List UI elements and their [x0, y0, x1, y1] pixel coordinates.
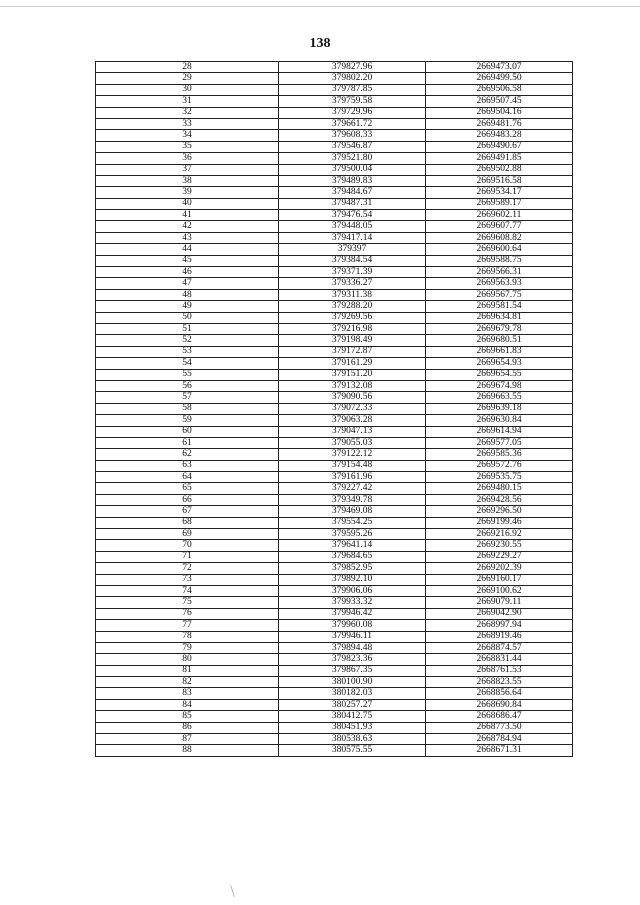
x-coordinate-cell: 379852.95 [279, 563, 426, 574]
y-coordinate-cell: 2669634.81 [426, 312, 573, 323]
y-coordinate-cell: 2669483.28 [426, 130, 573, 141]
point-number-cell: 49 [96, 301, 279, 312]
y-coordinate-cell: 2669600.64 [426, 244, 573, 255]
x-coordinate-cell: 379047.13 [279, 426, 426, 437]
point-number-cell: 87 [96, 734, 279, 745]
table-row [96, 403, 573, 414]
y-coordinate-cell: 2669230.55 [426, 540, 573, 551]
point-number-cell: 83 [96, 688, 279, 699]
point-number-cell: 28 [96, 62, 279, 73]
top-scan-rule [0, 6, 640, 7]
y-coordinate-cell: 2669535.75 [426, 472, 573, 483]
point-number-cell: 84 [96, 699, 279, 710]
x-coordinate-cell: 380575.55 [279, 745, 426, 756]
table-row [96, 312, 573, 323]
y-coordinate-cell: 2669481.76 [426, 118, 573, 129]
y-coordinate-cell: 2669506.58 [426, 84, 573, 95]
x-coordinate-cell: 379933.32 [279, 597, 426, 608]
x-coordinate-cell: 379476.54 [279, 210, 426, 221]
table-row [96, 96, 573, 107]
point-number-cell: 34 [96, 130, 279, 141]
table-row [96, 472, 573, 483]
table-row [96, 460, 573, 471]
x-coordinate-cell: 379554.25 [279, 517, 426, 528]
y-coordinate-cell: 2669589.17 [426, 198, 573, 209]
point-number-cell: 85 [96, 711, 279, 722]
x-coordinate-cell: 379827.96 [279, 62, 426, 73]
point-number-cell: 75 [96, 597, 279, 608]
x-coordinate-cell: 379759.58 [279, 96, 426, 107]
y-coordinate-cell: 2669566.31 [426, 267, 573, 278]
point-number-cell: 73 [96, 574, 279, 585]
y-coordinate-cell: 2669661.83 [426, 346, 573, 357]
x-coordinate-cell: 379469.08 [279, 506, 426, 517]
table-row [96, 141, 573, 152]
x-coordinate-cell: 380257.27 [279, 699, 426, 710]
point-number-cell: 35 [96, 141, 279, 152]
point-number-cell: 42 [96, 221, 279, 232]
table-row [96, 221, 573, 232]
table-row [96, 301, 573, 312]
table-row [96, 722, 573, 733]
y-coordinate-cell: 2668773.50 [426, 722, 573, 733]
x-coordinate-cell: 379894.48 [279, 642, 426, 653]
x-coordinate-cell: 379787.85 [279, 84, 426, 95]
table-row [96, 677, 573, 688]
table-row [96, 62, 573, 73]
y-coordinate-cell: 2669216.92 [426, 529, 573, 540]
point-number-cell: 69 [96, 529, 279, 540]
x-coordinate-cell: 379448.05 [279, 221, 426, 232]
x-coordinate-cell: 379336.27 [279, 278, 426, 289]
table-row [96, 642, 573, 653]
y-coordinate-cell: 2668823.55 [426, 677, 573, 688]
x-coordinate-cell: 379063.28 [279, 415, 426, 426]
table-row [96, 711, 573, 722]
y-coordinate-cell: 2669563.93 [426, 278, 573, 289]
x-coordinate-cell: 379417.14 [279, 232, 426, 243]
point-number-cell: 76 [96, 608, 279, 619]
point-number-cell: 63 [96, 460, 279, 471]
point-number-cell: 53 [96, 346, 279, 357]
table-row [96, 118, 573, 129]
point-number-cell: 80 [96, 654, 279, 665]
point-number-cell: 65 [96, 483, 279, 494]
x-coordinate-cell: 379161.29 [279, 358, 426, 369]
table-row [96, 369, 573, 380]
point-number-cell: 72 [96, 563, 279, 574]
table-row [96, 415, 573, 426]
x-coordinate-cell: 379132.08 [279, 380, 426, 391]
y-coordinate-cell: 2668761.53 [426, 665, 573, 676]
point-number-cell: 70 [96, 540, 279, 551]
point-number-cell: 59 [96, 415, 279, 426]
y-coordinate-cell: 2669202.39 [426, 563, 573, 574]
point-number-cell: 81 [96, 665, 279, 676]
y-coordinate-cell: 2669614.94 [426, 426, 573, 437]
stray-pen-mark [230, 885, 235, 897]
y-coordinate-cell: 2668690.84 [426, 699, 573, 710]
point-number-cell: 79 [96, 642, 279, 653]
point-number-cell: 56 [96, 380, 279, 391]
x-coordinate-cell: 379946.11 [279, 631, 426, 642]
x-coordinate-cell: 379906.06 [279, 585, 426, 596]
x-coordinate-cell: 379608.33 [279, 130, 426, 141]
point-number-cell: 64 [96, 472, 279, 483]
x-coordinate-cell: 379521.80 [279, 153, 426, 164]
table-row [96, 620, 573, 631]
point-number-cell: 74 [96, 585, 279, 596]
x-coordinate-cell: 379269.56 [279, 312, 426, 323]
y-coordinate-cell: 2668919.46 [426, 631, 573, 642]
table-row [96, 164, 573, 175]
point-number-cell: 33 [96, 118, 279, 129]
x-coordinate-cell: 379661.72 [279, 118, 426, 129]
point-number-cell: 77 [96, 620, 279, 631]
table-row [96, 346, 573, 357]
table-row [96, 563, 573, 574]
x-coordinate-cell: 379122.12 [279, 449, 426, 460]
table-row [96, 585, 573, 596]
y-coordinate-cell: 2669567.75 [426, 289, 573, 300]
x-coordinate-cell: 379484.67 [279, 187, 426, 198]
x-coordinate-cell: 379489.83 [279, 175, 426, 186]
x-coordinate-cell: 379172.87 [279, 346, 426, 357]
table-row [96, 289, 573, 300]
table-row [96, 529, 573, 540]
y-coordinate-cell: 2668997.94 [426, 620, 573, 631]
table-row [96, 130, 573, 141]
x-coordinate-cell: 379946.42 [279, 608, 426, 619]
point-number-cell: 86 [96, 722, 279, 733]
y-coordinate-cell: 2668784.94 [426, 734, 573, 745]
y-coordinate-cell: 2669679.78 [426, 323, 573, 334]
y-coordinate-cell: 2669581.54 [426, 301, 573, 312]
table-row [96, 358, 573, 369]
table-row [96, 688, 573, 699]
point-number-cell: 82 [96, 677, 279, 688]
point-number-cell: 78 [96, 631, 279, 642]
table-row [96, 84, 573, 95]
table-row [96, 107, 573, 118]
table-row [96, 73, 573, 84]
table-row [96, 153, 573, 164]
y-coordinate-cell: 2669516.58 [426, 175, 573, 186]
y-coordinate-cell: 2669585.36 [426, 449, 573, 460]
coordinate-table [95, 61, 573, 757]
x-coordinate-cell: 379684.65 [279, 551, 426, 562]
y-coordinate-cell: 2669654.55 [426, 369, 573, 380]
x-coordinate-cell: 379641.14 [279, 540, 426, 551]
table-row [96, 665, 573, 676]
point-number-cell: 57 [96, 392, 279, 403]
point-number-cell: 55 [96, 369, 279, 380]
x-coordinate-cell: 379227.42 [279, 483, 426, 494]
table-row [96, 540, 573, 551]
x-coordinate-cell: 379349.78 [279, 494, 426, 505]
table-row [96, 449, 573, 460]
point-number-cell: 62 [96, 449, 279, 460]
point-number-cell: 52 [96, 335, 279, 346]
y-coordinate-cell: 2668874.57 [426, 642, 573, 653]
y-coordinate-cell: 2669499.50 [426, 73, 573, 84]
y-coordinate-cell: 2669674.98 [426, 380, 573, 391]
table-row [96, 483, 573, 494]
x-coordinate-cell: 379500.04 [279, 164, 426, 175]
y-coordinate-cell: 2669428.56 [426, 494, 573, 505]
point-number-cell: 60 [96, 426, 279, 437]
point-number-cell: 44 [96, 244, 279, 255]
point-number-cell: 88 [96, 745, 279, 756]
table-row [96, 734, 573, 745]
y-coordinate-cell: 2668671.31 [426, 745, 573, 756]
x-coordinate-cell: 379397 [279, 244, 426, 255]
y-coordinate-cell: 2669507.45 [426, 96, 573, 107]
point-number-cell: 47 [96, 278, 279, 289]
point-number-cell: 32 [96, 107, 279, 118]
y-coordinate-cell: 2668831.44 [426, 654, 573, 665]
y-coordinate-cell: 2669577.05 [426, 437, 573, 448]
x-coordinate-cell: 379595.26 [279, 529, 426, 540]
table-row [96, 267, 573, 278]
y-coordinate-cell: 2669079.11 [426, 597, 573, 608]
point-number-cell: 51 [96, 323, 279, 334]
point-number-cell: 38 [96, 175, 279, 186]
point-number-cell: 43 [96, 232, 279, 243]
y-coordinate-cell: 2669042.90 [426, 608, 573, 619]
y-coordinate-cell: 2669608.82 [426, 232, 573, 243]
x-coordinate-cell: 380182.03 [279, 688, 426, 699]
table-row [96, 198, 573, 209]
point-number-cell: 50 [96, 312, 279, 323]
point-number-cell: 46 [96, 267, 279, 278]
table-row [96, 551, 573, 562]
x-coordinate-cell: 379960.08 [279, 620, 426, 631]
y-coordinate-cell: 2668686.47 [426, 711, 573, 722]
point-number-cell: 48 [96, 289, 279, 300]
y-coordinate-cell: 2669160.17 [426, 574, 573, 585]
table-row [96, 506, 573, 517]
x-coordinate-cell: 380538.63 [279, 734, 426, 745]
point-number-cell: 39 [96, 187, 279, 198]
x-coordinate-cell: 379198.49 [279, 335, 426, 346]
table-row [96, 278, 573, 289]
table-row [96, 631, 573, 642]
x-coordinate-cell: 379055.03 [279, 437, 426, 448]
coordinate-table-body [96, 62, 573, 757]
table-row [96, 380, 573, 391]
y-coordinate-cell: 2669480.15 [426, 483, 573, 494]
x-coordinate-cell: 379867.35 [279, 665, 426, 676]
y-coordinate-cell: 2669504.16 [426, 107, 573, 118]
point-number-cell: 67 [96, 506, 279, 517]
y-coordinate-cell: 2669630.84 [426, 415, 573, 426]
y-coordinate-cell: 2669602.11 [426, 210, 573, 221]
point-number-cell: 30 [96, 84, 279, 95]
x-coordinate-cell: 379151.20 [279, 369, 426, 380]
point-number-cell: 31 [96, 96, 279, 107]
x-coordinate-cell: 379090.56 [279, 392, 426, 403]
table-row [96, 323, 573, 334]
point-number-cell: 40 [96, 198, 279, 209]
y-coordinate-cell: 2669588.75 [426, 255, 573, 266]
y-coordinate-cell: 2669199.46 [426, 517, 573, 528]
x-coordinate-cell: 379288.20 [279, 301, 426, 312]
point-number-cell: 37 [96, 164, 279, 175]
table-row [96, 654, 573, 665]
point-number-cell: 58 [96, 403, 279, 414]
y-coordinate-cell: 2669296.50 [426, 506, 573, 517]
y-coordinate-cell: 2669490.67 [426, 141, 573, 152]
y-coordinate-cell: 2669680.51 [426, 335, 573, 346]
point-number-cell: 54 [96, 358, 279, 369]
table-row [96, 608, 573, 619]
point-number-cell: 41 [96, 210, 279, 221]
x-coordinate-cell: 379154.48 [279, 460, 426, 471]
x-coordinate-cell: 379161.96 [279, 472, 426, 483]
table-row [96, 187, 573, 198]
point-number-cell: 66 [96, 494, 279, 505]
point-number-cell: 36 [96, 153, 279, 164]
x-coordinate-cell: 379216.98 [279, 323, 426, 334]
x-coordinate-cell: 379729.96 [279, 107, 426, 118]
y-coordinate-cell: 2669572.76 [426, 460, 573, 471]
y-coordinate-cell: 2668856.64 [426, 688, 573, 699]
y-coordinate-cell: 2669229.27 [426, 551, 573, 562]
y-coordinate-cell: 2669100.62 [426, 585, 573, 596]
table-row [96, 517, 573, 528]
table-row [96, 255, 573, 266]
x-coordinate-cell: 379371.39 [279, 267, 426, 278]
y-coordinate-cell: 2669534.17 [426, 187, 573, 198]
y-coordinate-cell: 2669491.85 [426, 153, 573, 164]
x-coordinate-cell: 380412.75 [279, 711, 426, 722]
table-row [96, 232, 573, 243]
x-coordinate-cell: 379487.31 [279, 198, 426, 209]
x-coordinate-cell: 379802.20 [279, 73, 426, 84]
point-number-cell: 45 [96, 255, 279, 266]
x-coordinate-cell: 379892.10 [279, 574, 426, 585]
table-row [96, 494, 573, 505]
x-coordinate-cell: 380100.90 [279, 677, 426, 688]
x-coordinate-cell: 380451.93 [279, 722, 426, 733]
table-row [96, 574, 573, 585]
y-coordinate-cell: 2669607.77 [426, 221, 573, 232]
x-coordinate-cell: 379072.33 [279, 403, 426, 414]
y-coordinate-cell: 2669654.93 [426, 358, 573, 369]
y-coordinate-cell: 2669663.55 [426, 392, 573, 403]
table-row [96, 426, 573, 437]
table-row [96, 699, 573, 710]
point-number-cell: 61 [96, 437, 279, 448]
y-coordinate-cell: 2669473.07 [426, 62, 573, 73]
x-coordinate-cell: 379311.38 [279, 289, 426, 300]
table-row [96, 244, 573, 255]
point-number-cell: 68 [96, 517, 279, 528]
page-number: 138 [309, 36, 331, 51]
x-coordinate-cell: 379823.36 [279, 654, 426, 665]
table-row [96, 437, 573, 448]
x-coordinate-cell: 379546.87 [279, 141, 426, 152]
x-coordinate-cell: 379384.54 [279, 255, 426, 266]
table-row [96, 745, 573, 756]
table-row [96, 335, 573, 346]
y-coordinate-cell: 2669502.88 [426, 164, 573, 175]
point-number-cell: 29 [96, 73, 279, 84]
table-row [96, 175, 573, 186]
point-number-cell: 71 [96, 551, 279, 562]
table-row [96, 392, 573, 403]
table-row [96, 210, 573, 221]
table-row [96, 597, 573, 608]
y-coordinate-cell: 2669639.18 [426, 403, 573, 414]
